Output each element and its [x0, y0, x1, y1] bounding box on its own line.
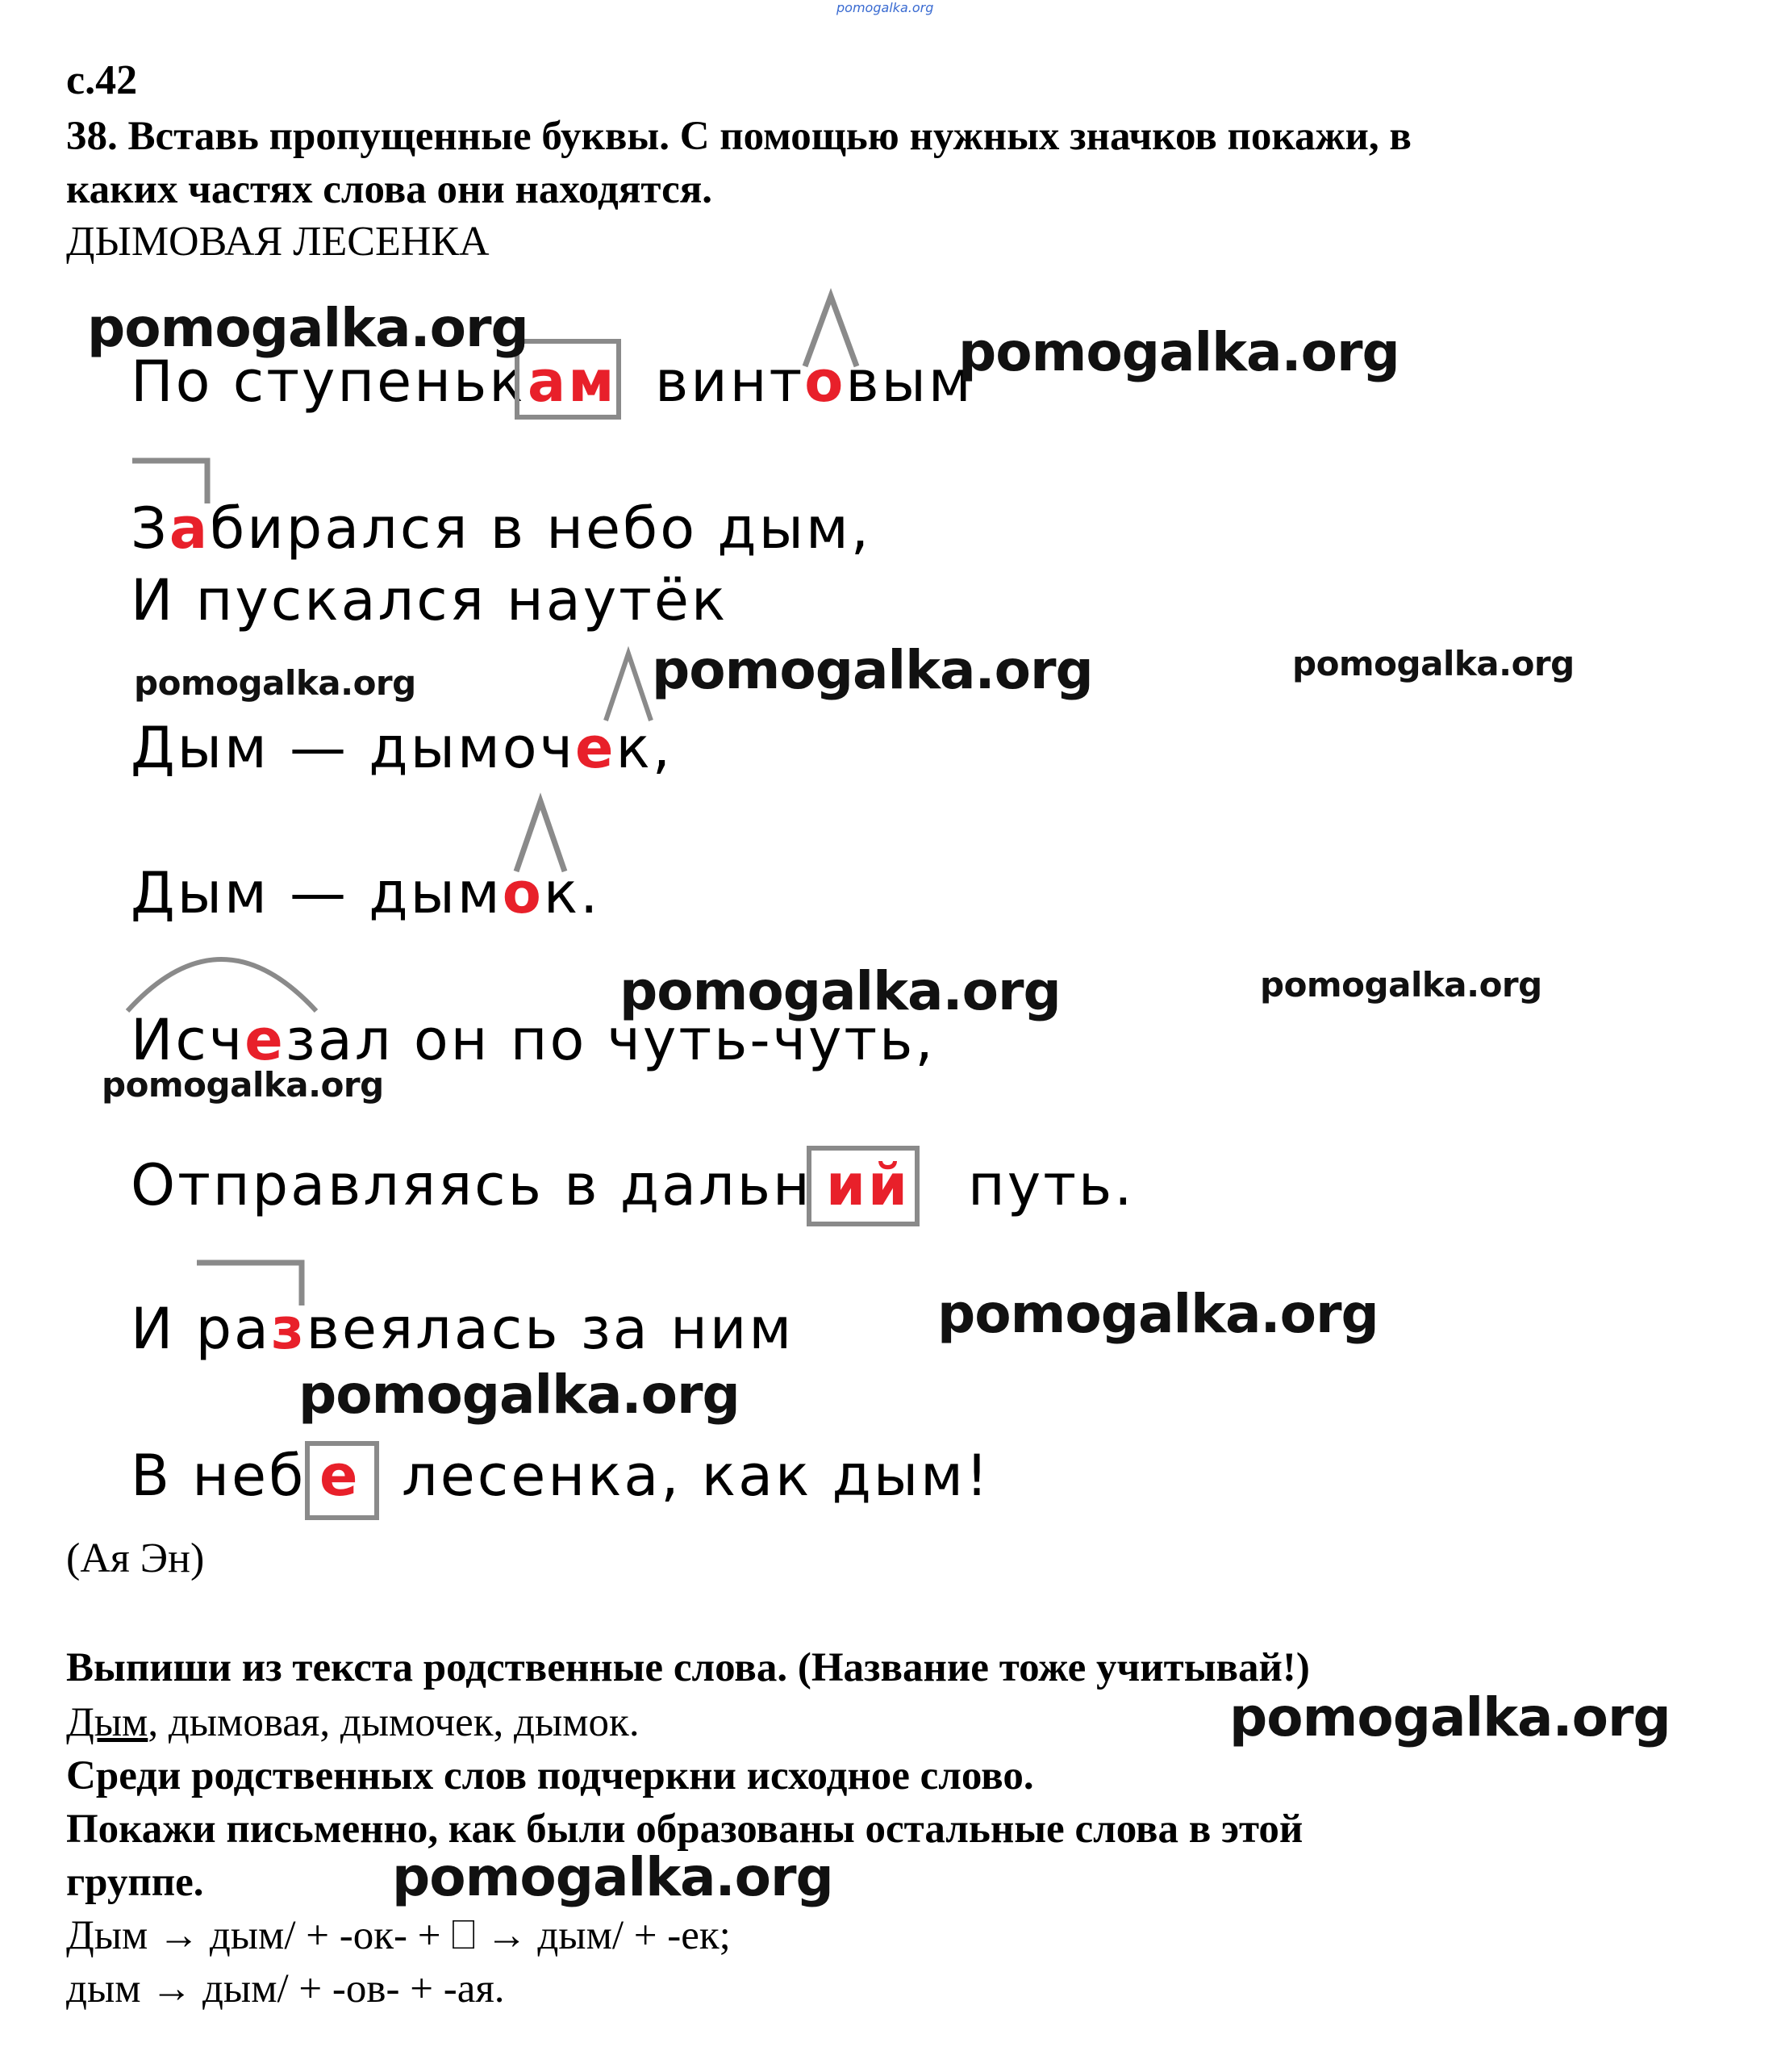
word-part: зал	[285, 1007, 394, 1073]
question-2: Среди родственных слов подчеркни исходное слово.	[66, 1753, 1034, 1798]
word-part: к,	[615, 715, 673, 781]
watermark: pomogalka.org	[619, 960, 1061, 1022]
word-part: по чуть-чуть,	[510, 1007, 936, 1073]
word-part: И ра	[131, 1296, 271, 1362]
word-part: в дальн	[564, 1152, 812, 1218]
word-part: Дым	[131, 715, 269, 781]
task-line-2: каких частях слова они находятся.	[66, 167, 713, 212]
watermark: pomogalka.org	[102, 1065, 384, 1105]
watermark: pomogalka.org	[1229, 1686, 1671, 1748]
word-part: бирался в небо дым,	[210, 495, 872, 562]
question-1: Выпиши из текста родственные слова. (Название тоже учитывай!)	[66, 1645, 1310, 1690]
poem-title: ДЫМОВАЯ ЛЕСЕНКА	[66, 219, 490, 265]
poem-line-3: И пускался наутёк	[131, 567, 728, 633]
answer-3-line-2: дым → дым/ + -ов- + -ая.	[66, 1966, 505, 2011]
poem-line-1-start: По ступеньк	[131, 349, 526, 415]
poem-line-9-end: лесенка, как дым!	[402, 1443, 991, 1509]
filled-letter: е	[574, 715, 616, 781]
filled-letter: з	[270, 1296, 307, 1362]
poem-line-4	[131, 715, 673, 781]
root-mark-1	[123, 940, 324, 1013]
watermark: pomogalka.org	[1260, 965, 1542, 1005]
watermark: pomogalka.org	[392, 1846, 833, 1908]
watermark: pomogalka.org	[652, 639, 1093, 701]
word-part: Отправляясь	[131, 1152, 544, 1218]
suffix-mark-2	[601, 650, 657, 722]
answer-1-rest: , дымовая, дымочек, дымок.	[148, 1700, 640, 1745]
word-part: дымоч	[369, 715, 575, 781]
poem-author: (Ая Эн)	[66, 1535, 205, 1581]
word-part: Дым — дым	[131, 860, 503, 926]
answer-3-line-1: Дым → дым/ + -ок- + ⎕ → дым/ + -ек;	[66, 1913, 731, 1958]
word-part: —	[290, 715, 349, 781]
watermark: pomogalka.org	[937, 1283, 1379, 1345]
filled-letter: о	[502, 860, 544, 926]
answer-1	[66, 1699, 640, 1746]
watermark: pomogalka.org	[298, 1364, 740, 1426]
poem-line-5	[131, 860, 600, 926]
word-part: винт	[655, 349, 805, 415]
poem-line-7-ending: ий	[826, 1152, 911, 1218]
question-3-line-2: группе.	[66, 1860, 204, 1905]
poem-line-2	[131, 495, 871, 562]
poem-line-9-ending: е	[319, 1443, 361, 1509]
watermark: pomogalka.org	[1292, 644, 1575, 683]
suffix-mark-1	[799, 292, 863, 369]
question-3-line-1: Покажи письменно, как были образованы остальные слова в этой	[66, 1807, 1304, 1852]
filled-letter: о	[804, 349, 846, 415]
watermark: pomogalka.org	[87, 297, 528, 359]
filled-letter: а	[169, 495, 211, 562]
watermark-top: pomogalka.org	[836, 0, 934, 15]
poem-line-7-end: путь.	[968, 1152, 1135, 1218]
word-part: вым	[845, 349, 974, 415]
word-part: к.	[543, 860, 601, 926]
filled-letter: е	[244, 1007, 286, 1073]
watermark: pomogalka.org	[958, 321, 1399, 383]
poem-line-9-start: В неб	[131, 1443, 307, 1509]
word-part: веялась за ним	[306, 1296, 795, 1362]
word-part: Исч	[131, 1007, 245, 1073]
poem-line-8	[131, 1296, 794, 1362]
poem-line-7-start	[131, 1152, 812, 1218]
word-part: он	[413, 1007, 490, 1073]
source-word: Дым	[66, 1700, 148, 1745]
page-number: с.42	[66, 57, 138, 103]
watermark: pomogalka.org	[134, 663, 416, 703]
word-part: З	[131, 495, 169, 562]
task-line-1: 38. Вставь пропущенные буквы. С помощью нужных значков покажи, в	[66, 114, 1412, 159]
poem-line-1-ending: ам	[528, 349, 617, 415]
